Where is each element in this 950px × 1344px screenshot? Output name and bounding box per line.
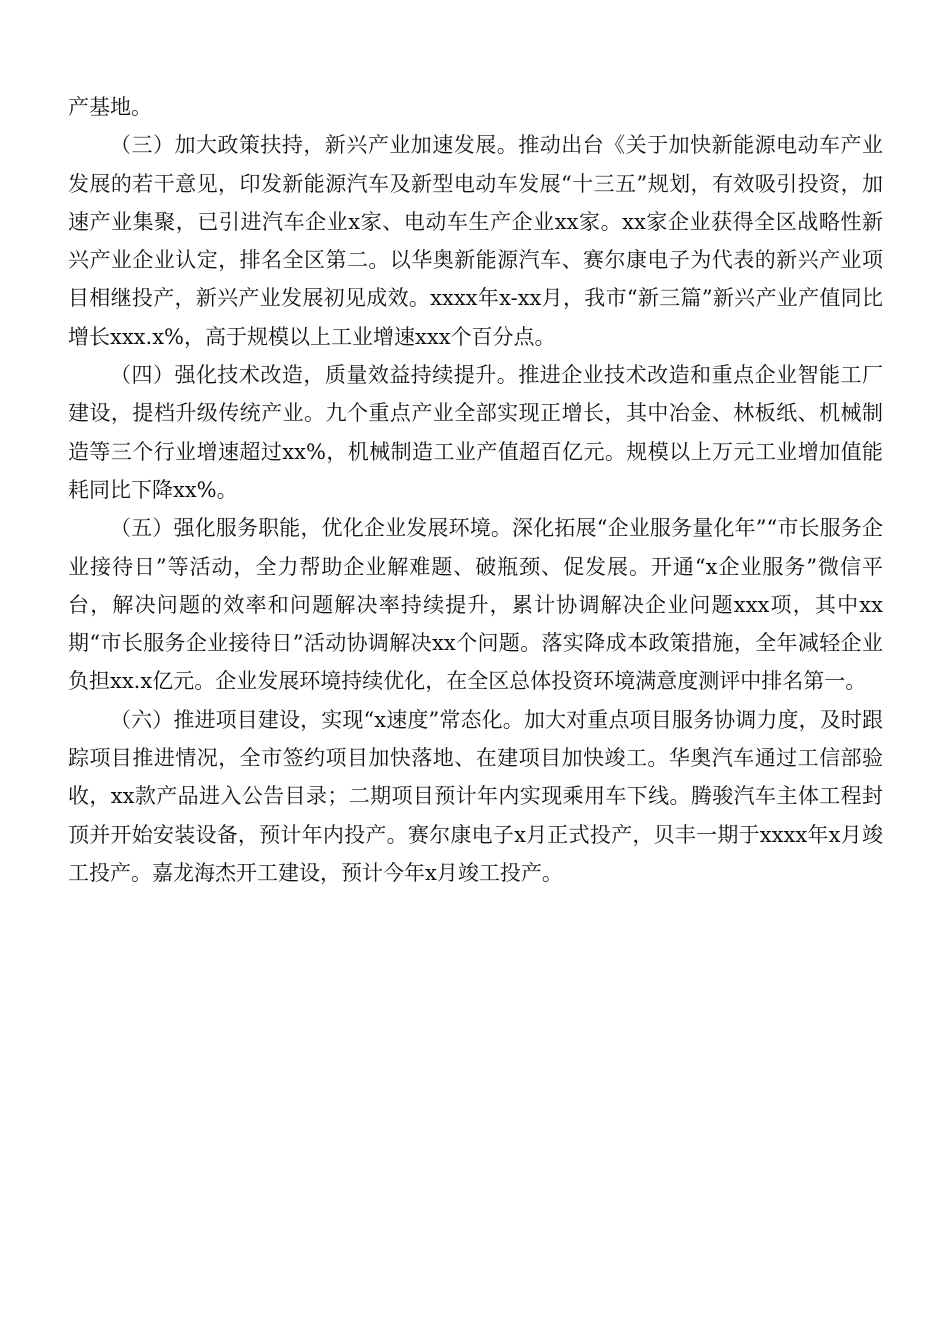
paragraph-emerging-industry: （三）加大政策扶持，新兴产业加速发展。推动出台《关于加快新能源电动车产业发展的若干意见，印发新能源汽车及新型电动车发展“十三五”规划，有效吸引投资，加速产业集聚，已引进汽车企业x家、电动车生产企业xx家。xx家企业获得全区战略性新兴产业企业认定，排名全区第二。以华奥新能源汽车、赛尔康电子为代表的新兴产业项目相继投产，新兴产业发展初见成效。xxxx年x-xx月，我市“新三篇”新兴产业产值同比增长xxx.x%，高于规模以上工业增速xxx个百分点。 xyxy=(68,133,883,349)
paragraph-project-construction: （六）推进项目建设，实现“x速度”常态化。加大对重点项目服务协调力度，及时跟踪项目推进情况，全市签约项目加快落地、在建项目加快竣工。华奥汽车通过工信部验收，xx款产品进入公告目录；二期项目预计年内实现乘用车下线。腾骏汽车主体工程封顶并开始安装设备，预计年内投产。赛尔康电子x月正式投产，贝丰一期于xxxx年x月竣工投产。嘉龙海杰开工建设，预计今年x月竣工投产。 xyxy=(68,707,883,885)
paragraph-tech-upgrade: （四）强化技术改造，质量效益持续提升。推进企业技术改造和重点企业智能工厂建设，提档升级传统产业。九个重点产业全部实现正增长，其中冶金、林板纸、机械制造等三个行业增速超过xx%，机械制造工业产值超百亿元。规模以上万元工业增加值能耗同比下降xx%。 xyxy=(68,363,883,502)
paragraph-service-environment: （五）强化服务职能，优化企业发展环境。深化拓展“企业服务量化年”“市长服务企业接待日”等活动，全力帮助企业解难题、破瓶颈、促发展。开通“x企业服务”微信平台，解决问题的效率和问题解决率持续提升，累计协调解决企业问题xxx项，其中xx期“市长服务企业接待日”活动协调解决xx个问题。落实降成本政策措施，全年减轻企业负担xx.x亿元。企业发展环境持续优化，在全区总体投资环境满意度测评中排名第一。 xyxy=(68,516,883,694)
paragraph-continuation: 产基地。 xyxy=(68,95,152,119)
document-page xyxy=(68,88,883,892)
